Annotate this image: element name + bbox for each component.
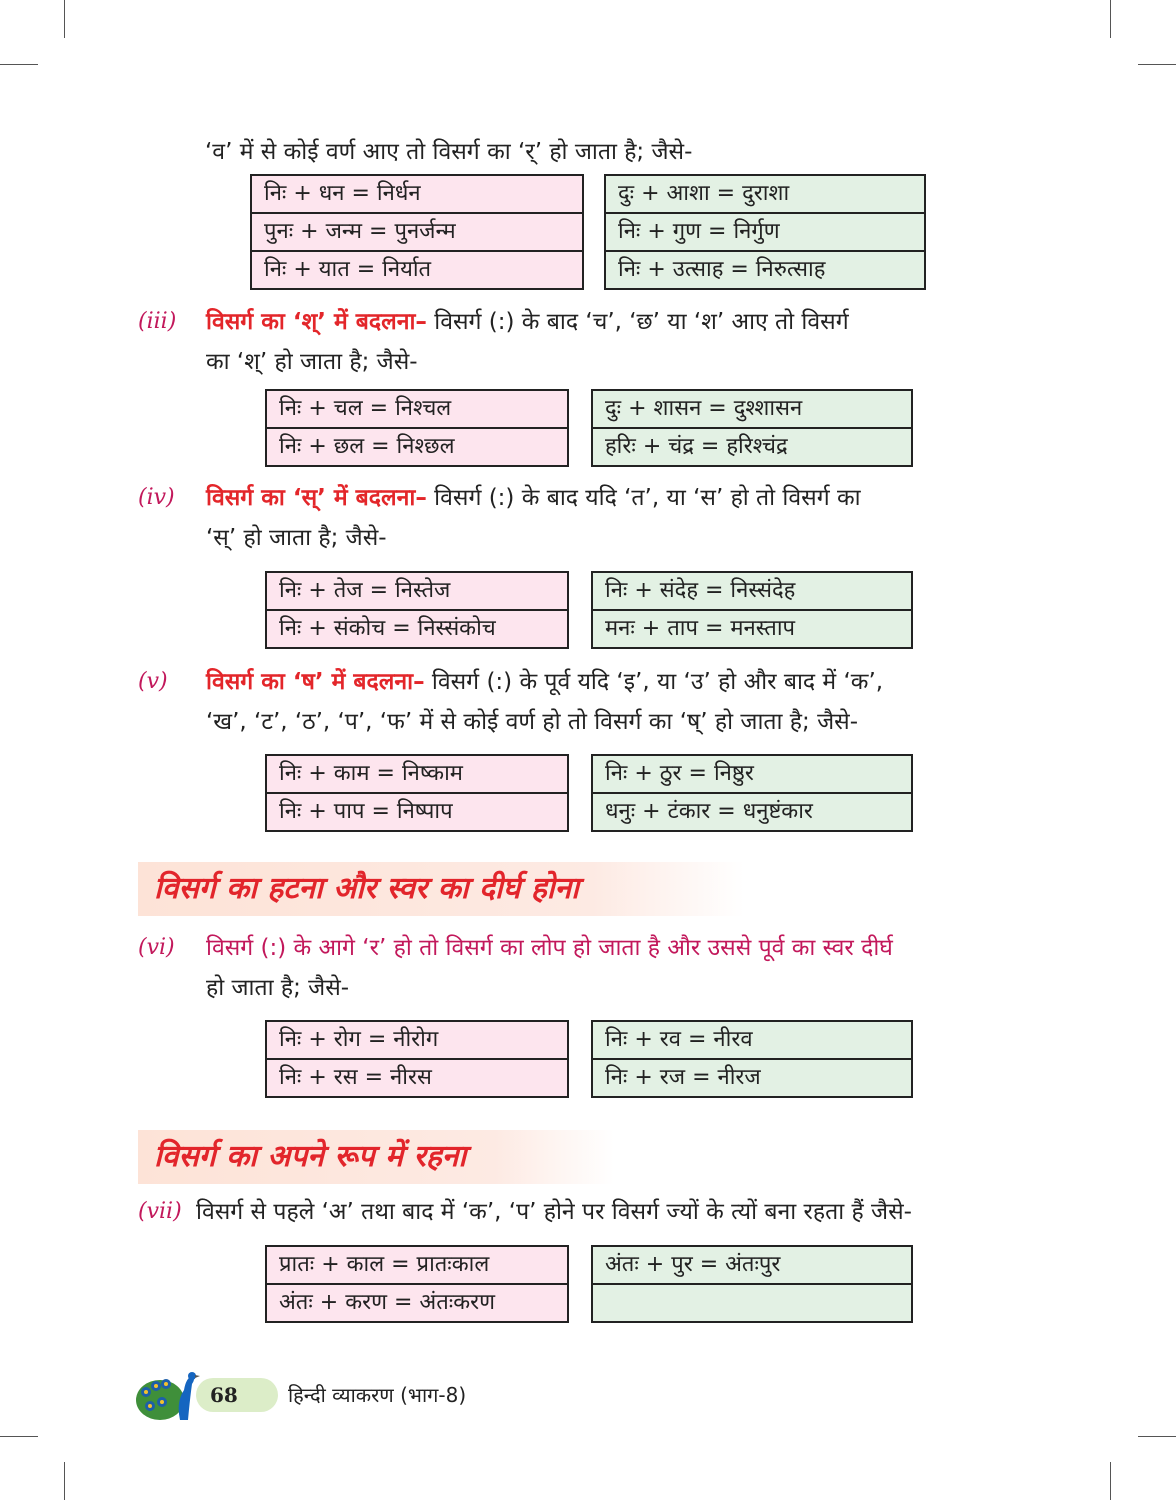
rule-vii [138,1192,1038,1232]
crop-mark [64,0,65,38]
example-row: निः + रस = नीरस [267,1058,567,1096]
rule-vi [138,928,1038,1008]
book-title: हिन्दी व्याकरण (भाग-8) [288,1383,467,1407]
example-row: निः + उत्साह = निरुत्साह [606,250,924,288]
crop-mark [1110,0,1111,38]
example-row: पुनः + जन्म = पुनर्जन्म [252,212,582,250]
example-box-right [591,571,913,649]
rule-title: विसर्ग का ‘श्’ में बदलना– [206,309,427,335]
rule-number: (vii) [138,1199,182,1224]
example-row: निः + पाप = निष्पाप [267,792,567,830]
crop-mark [0,1436,38,1437]
page-number: 68 [196,1378,278,1412]
crop-mark [0,64,38,65]
example-row: निः + तेज = निस्तेज [279,578,451,603]
example-row: मनः + ताप = मनस्ताप [593,609,911,647]
rule-text: विसर्ग (:) के पूर्व यदि ‘इ’, या ‘उ’ हो और बाद में ‘क’, [431,669,884,695]
example-row: निः + रज = नीरज [593,1058,911,1096]
rule-title: विसर्ग का ‘स्’ में बदलना– [206,485,427,511]
rule-title: विसर्ग का ‘ष’ में बदलना– [206,669,425,695]
example-row: अंतः + पुर = अंतःपुर [605,1252,781,1277]
example-box-left [265,1245,569,1323]
example-row: निः + रव = नीरव [605,1027,753,1052]
crop-mark [64,1462,65,1500]
section-heading: विसर्ग का हटना और स्वर का दीर्घ होना [138,862,744,916]
example-box-left [265,1020,569,1098]
example-row: अंतः + करण = अंतःकरण [267,1283,567,1321]
example-row: निः + संकोच = निस्संकोच [267,609,567,647]
crop-mark [1138,64,1176,65]
example-row: हरिः + चंद्र = हरिश्चंद्र [593,427,911,465]
section-heading: विसर्ग का अपने रूप में रहना [138,1130,614,1184]
example-row: दुः + शासन = दुश्शासन [605,396,803,421]
rule-iii [138,302,1038,382]
rule-text: विसर्ग (:) के बाद यदि ‘त’, या ‘स’ हो तो विसर्ग का [434,485,861,511]
example-row: निः + गुण = निर्गुण [606,212,924,250]
example-box-right [604,174,926,290]
example-row: निः + छल = निश्छल [267,427,567,465]
example-box-right [591,1245,913,1323]
rule-text: विसर्ग (:) के आगे ‘र’ हो तो विसर्ग का लोप हो जाता है और उससे पूर्व का स्वर दीर्घ [206,935,893,961]
rule-number: (iii) [138,309,177,334]
rule-text-continued: ‘स्’ हो जाता है; जैसे- [206,525,387,551]
example-row: दुः + आशा = दुराशा [618,181,790,206]
rule-v [138,662,1038,742]
crop-mark [1138,1436,1176,1437]
example-row: धनुः + टंकार = धनुष्टंकार [593,792,911,830]
example-row: निः + काम = निष्काम [279,761,463,786]
example-box-left [265,389,569,467]
example-row: निः + संदेह = निस्संदेह [605,578,796,603]
example-box-left [265,754,569,832]
rule-number: (vi) [138,935,175,960]
rule-number: (v) [138,669,168,694]
rule-iv [138,478,1038,558]
example-row: निः + ठुर = निष्ठुर [605,761,754,786]
intro-line: ‘व’ में से कोई वर्ण आए तो विसर्ग का ‘र्’ हो जाता है; जैसे- [205,139,693,165]
example-row: प्रातः + काल = प्रातःकाल [279,1252,490,1277]
rule-text-continued: ‘ख’, ‘ट’, ‘ठ’, ‘प’, ‘फ’ में से कोई वर्ण हो तो विसर्ग का ‘ष्’ हो जाता है; जैसे- [206,709,858,735]
example-row [593,1283,911,1321]
example-box-right [591,1020,913,1098]
example-box-left [250,174,584,290]
rule-text: विसर्ग (:) के बाद ‘च’, ‘छ’ या ‘श’ आए तो विसर्ग [434,309,849,335]
rule-text: विसर्ग से पहले ‘अ’ तथा बाद में ‘क’, ‘प’ होने पर विसर्ग ज्यों के त्यों बना रहता हैं जैसे- [196,1199,912,1225]
example-box-right [591,754,913,832]
example-row: निः + धन = निर्धन [264,181,421,206]
crop-mark [1110,1462,1111,1500]
rule-text-continued: का ‘श्’ हो जाता है; जैसे- [206,349,418,375]
example-box-left [265,571,569,649]
rule-text-continued: हो जाता है; जैसे- [206,975,350,1001]
example-row: निः + रोग = नीरोग [279,1027,439,1052]
example-row: निः + यात = निर्यात [252,250,582,288]
example-row: निः + चल = निश्चल [279,396,452,421]
example-box-right [591,389,913,467]
page-footer [136,1362,496,1426]
rule-number: (iv) [138,485,175,510]
